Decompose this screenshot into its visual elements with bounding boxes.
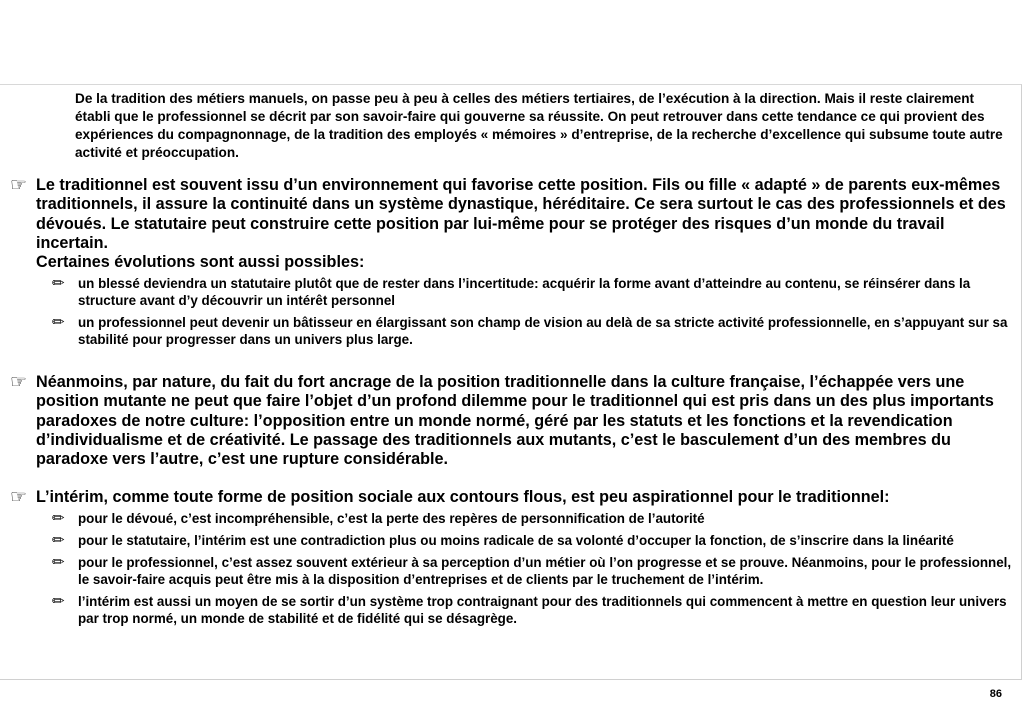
pencil-icon: ✏: [52, 593, 65, 611]
list-item-text: un blessé deviendra un statutaire plutôt que de rester dans l’incertitude: acquérir la forme avant d’atteindre au contenu, se réinsérer dans la structure avant d’y découvrir un intérêt personnel: [78, 276, 971, 309]
pencil-icon: ✏: [52, 554, 65, 572]
pointing-hand-icon: ☞: [10, 487, 28, 508]
list-item: [52, 314, 1016, 348]
bullet-traditionnel-origine: [10, 176, 1016, 353]
list-item: [52, 532, 1016, 549]
list-item-text: pour le professionnel, c’est assez souvent extérieur à sa perception d’un métier où l’on progresse et se prouve. Néanmoins, pour le professionnel, le savoir-faire acquis peut être mis à la disposition d’entreprises et de clients par le truchement de l’intérim.: [78, 555, 1012, 588]
pencil-icon: ✏: [52, 510, 65, 528]
bullet-neanmoins: [10, 373, 1016, 469]
list-item: [52, 593, 1016, 627]
bullet-text: Le traditionnel est souvent issu d’un environnement qui favorise cette position. Fils ou fille « adapté » de parents eux-mêmes traditionnels, il assure la continuité dans un système dynastique, héréditaire. Ce sera surtout le cas des professionnels et des dévoués. Le statutaire peut construire cette position par lui-même pour se protéger des risques d’un monde du travail incertain.: [36, 176, 1006, 252]
slide-top-band: [0, 0, 1024, 84]
intro-paragraph: De la tradition des métiers manuels, on passe peu à peu à celles des métiers tertiaires, de l’exécution à la direction. Mais il reste clairement établi que le professionnel se décrit par son savoir-faire qui gouverne sa réussite. On peut retrouver dans cette tendance ce qui provient des expériences du compagnonnage, de la tradition des employés « mémoires » d’entreprise, de la recherche d’excellence qui subsume toute autre activité et préoccupation.: [75, 91, 1003, 160]
bullet-text: L’intérim, comme toute forme de position sociale aux contours flous, est peu aspirationnel pour le traditionnel:: [36, 488, 890, 506]
pencil-icon: ✏: [52, 532, 65, 550]
sub-list: [52, 510, 1016, 627]
page-number: 86: [989, 688, 1002, 700]
pencil-icon: ✏: [52, 314, 65, 332]
pointing-hand-icon: ☞: [10, 372, 28, 393]
list-item-text: l’intérim est aussi un moyen de se sortir d’un système trop contraignant pour des traditionnels qui commencent à mettre en question leur univers par trop normé, un monde de stabilité et de fidélité qui se désagrège.: [78, 594, 1007, 627]
bullet-subheading: Certaines évolutions sont aussi possibles:: [36, 253, 365, 272]
bullet-text: Néanmoins, par nature, du fait du fort ancrage de la position traditionnelle dans la culture française, l’échappée vers une position mutante ne peut que faire l’objet d’un profond dilemme pour le traditionnel qui est pris dans un des plus importants paradoxes de notre culture: l’opposition entre un monde normé, géré par les statuts et les fonctions et la revendication d’individualisme et de créativité. Le passage des traditionnels aux mutants, c’est le basculement d’un des membres du paradoxe vers l’autre, c’est une rupture considérable.: [36, 373, 994, 469]
bullet-interim: [10, 488, 1016, 632]
list-item: [52, 510, 1016, 527]
list-item: [52, 554, 1016, 588]
list-item: [52, 275, 1016, 309]
list-item-text: pour le statutaire, l’intérim est une contradiction plus ou moins radicale de sa volonté d’occuper la fonction, de s’inscrire dans la linéarité: [78, 533, 954, 549]
pointing-hand-icon: ☞: [10, 175, 28, 196]
sub-list: [52, 275, 1016, 348]
pencil-icon: ✏: [52, 275, 65, 293]
list-item-text: un professionnel peut devenir un bâtisseur en élargissant son champ de vision au delà de sa stricte activité professionnelle, en s’appuyant sur sa stabilité pour progresser dans un univers plus large.: [78, 315, 1008, 348]
list-item-text: pour le dévoué, c’est incompréhensible, c’est la perte des repères de personnification de l’autorité: [78, 511, 705, 527]
